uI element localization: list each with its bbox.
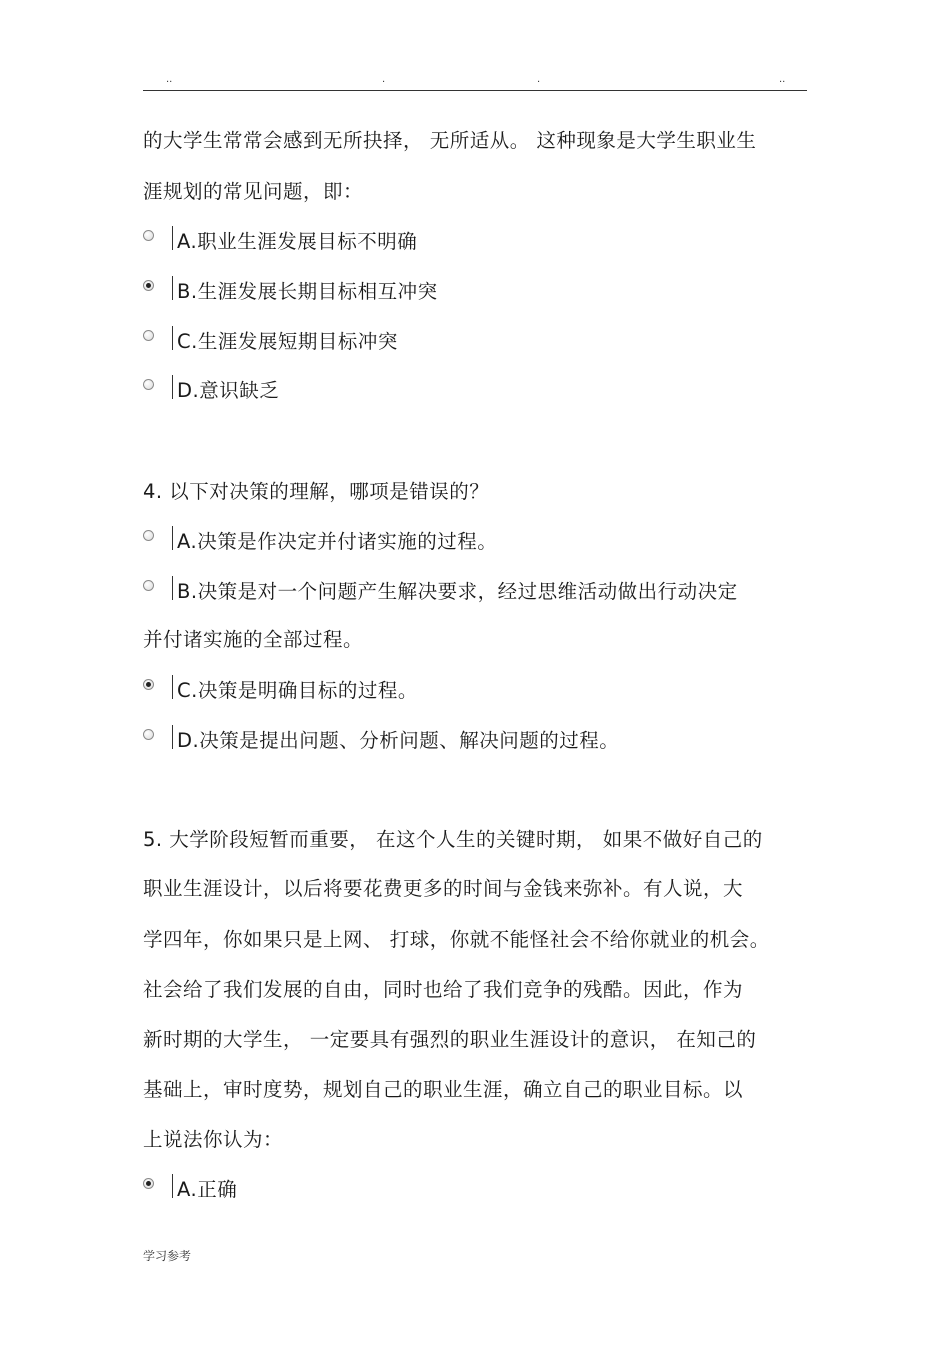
radio-button[interactable] <box>143 379 154 390</box>
q5-text-line-6: 基础上，审时度势，规划自己的职业生涯，确立自己的职业目标。以 <box>143 1078 744 1101</box>
radio-button[interactable] <box>143 580 154 591</box>
q3-text-line-1: 的大学生常常会感到无所抉择， 无所适从。 这种现象是大学生职业生 <box>143 129 757 152</box>
header-dot-2: . <box>382 74 386 85</box>
radio-button[interactable] <box>143 230 154 241</box>
q4-option-a[interactable] <box>143 529 497 555</box>
q3-option-d[interactable] <box>143 378 279 404</box>
option-label: B.生涯发展长期目标相互冲突 <box>177 280 438 303</box>
option-divider <box>172 326 173 350</box>
option-divider <box>172 276 173 300</box>
q5-text-line-3: 学四年，你如果只是上网、 打球，你就不能怪社会不给你就业的机会。 <box>143 928 770 951</box>
radio-button-checked[interactable] <box>143 1178 154 1189</box>
header-rule <box>143 90 807 91</box>
option-label: C.生涯发展短期目标冲突 <box>177 330 398 353</box>
option-label: A.职业生涯发展目标不明确 <box>177 230 418 253</box>
radio-button-checked[interactable] <box>143 679 154 690</box>
q5-text-line-1: 5. 大学阶段短暂而重要， 在这个人生的关键时期， 如果不做好自己的 <box>143 828 763 851</box>
option-divider <box>172 725 173 749</box>
option-divider <box>172 1174 173 1198</box>
q5-option-a[interactable] <box>143 1177 237 1203</box>
option-label: A.正确 <box>177 1178 238 1201</box>
option-divider <box>172 675 173 699</box>
radio-button[interactable] <box>143 729 154 740</box>
q5-text-line-5: 新时期的大学生， 一定要具有强烈的职业生涯设计的意识， 在知己的 <box>143 1028 757 1051</box>
q4-question: 4. 以下对决策的理解，哪项是错误的？ <box>143 480 490 503</box>
header-dot-1: .. <box>166 74 173 85</box>
q5-text-line-7: 上说法你认为： <box>143 1128 284 1151</box>
footer-text: 学习参考 <box>143 1249 192 1263</box>
radio-button[interactable] <box>143 530 154 541</box>
header-dots <box>0 74 950 88</box>
q4-option-b[interactable] <box>143 579 738 605</box>
option-divider <box>172 375 173 399</box>
q3-option-b[interactable] <box>143 279 438 305</box>
q4-option-b-continuation: 并付诸实施的全部过程。 <box>143 628 364 651</box>
q3-option-c[interactable] <box>143 329 398 355</box>
option-divider <box>172 526 173 550</box>
option-label: D.决策是提出问题、分析问题、解决问题的过程。 <box>177 729 620 752</box>
option-label: B.决策是对一个问题产生解决要求，经过思维活动做出行动决定 <box>177 580 738 603</box>
radio-button-checked[interactable] <box>143 280 154 291</box>
header-dot-3: . <box>537 74 541 85</box>
q5-text-line-2: 职业生涯设计，以后将要花费更多的时间与金钱来弥补。有人说，大 <box>143 877 744 900</box>
radio-button[interactable] <box>143 330 154 341</box>
option-divider <box>172 576 173 600</box>
q3-option-a[interactable] <box>143 229 417 255</box>
q4-option-d[interactable] <box>143 728 619 754</box>
header-dot-4: .. <box>779 74 786 85</box>
option-label: D.意识缺乏 <box>177 379 280 402</box>
q4-option-c[interactable] <box>143 678 418 704</box>
q5-text-line-4: 社会给了我们发展的自由，同时也给了我们竞争的残酷。因此，作为 <box>143 978 744 1001</box>
option-label: C.决策是明确目标的过程。 <box>177 679 418 702</box>
q3-text-line-2: 涯规划的常见问题，即： <box>143 180 364 203</box>
option-label: A.决策是作决定并付诸实施的过程。 <box>177 530 498 553</box>
option-divider <box>172 226 173 250</box>
